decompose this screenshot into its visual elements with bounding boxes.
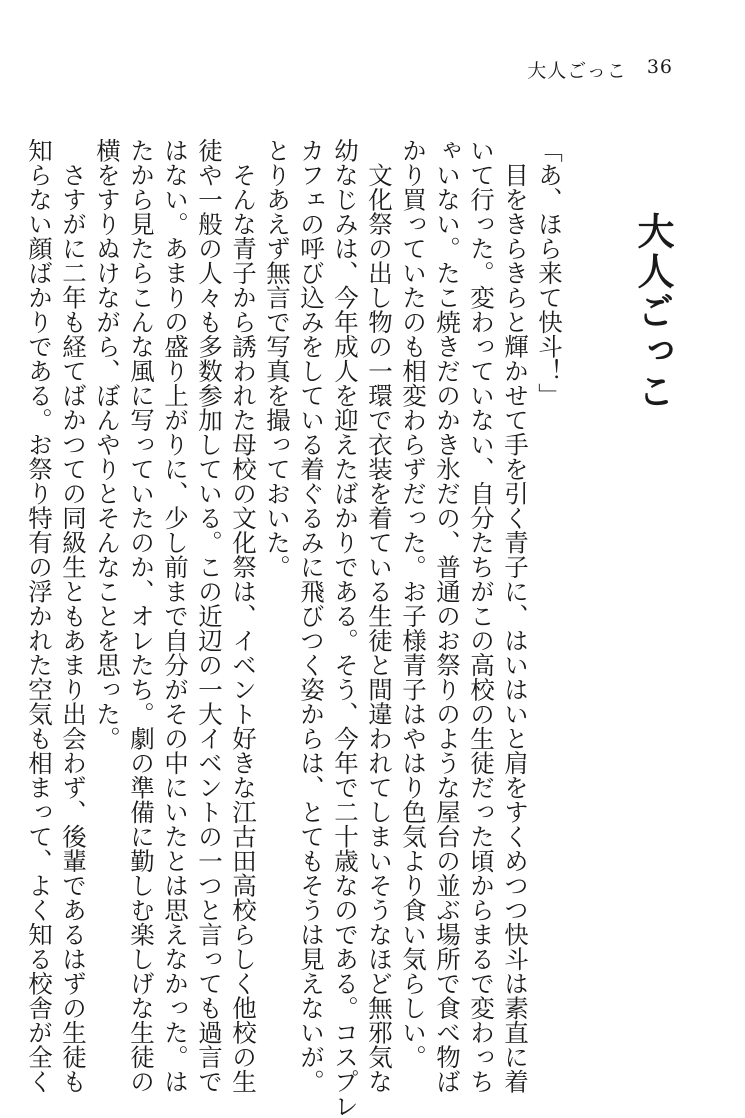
text-line: カフェの呼び込みをしている着ぐるみに飛びつく姿からは、とてもそうは見えないが。 <box>297 138 326 1094</box>
text-line: 文化祭の出し物の一環で衣装を着ている生徒と間違われてしまいそうなほど無邪気な <box>365 138 394 1094</box>
running-header-title: 大人ごっこ <box>527 60 627 82</box>
text-line: 横をすりぬけながら、ぼんやりとそんなことを思った。 <box>93 138 122 751</box>
text-line: 徒や一般の人々も多数参加している。この近辺の一大イベントの一つと言っても過言で <box>195 138 224 1094</box>
text-line: そんな青子から誘われた母校の文化祭は、イベント好きな江古田高校らしく他校の生 <box>229 138 258 1094</box>
text-line: 幼なじみは、今年成人を迎えたばかりである。そう、今年で二十歳なのである。コスプレ <box>331 138 360 1118</box>
text-line: ゃいない。たこ焼きだのかき氷だの、普通のお祭りのような屋台の並ぶ場所で食べ物ば <box>433 138 462 1094</box>
running-header <box>527 56 673 83</box>
text-line: とりあえず無言で写真を撮っておいた。 <box>263 138 292 579</box>
page-number: 36 <box>646 56 673 78</box>
text-line: たから見たらこんな風に写っていたのか、オレたち。劇の準備に勤しむ楽しげな生徒の <box>127 138 156 1094</box>
text-line: かり買っていたのも相変わらずだった。お子様青子はやはり色気より食い気らしい。 <box>399 138 428 1069</box>
body-text <box>25 138 566 1118</box>
text-line: 「あ、ほら来て快斗！」 <box>535 138 564 408</box>
text-line: はない。あまりの盛り上がりに、少し前まで自分がその中にいたとは思えなかった。は <box>161 138 190 1094</box>
chapter-title: 大人ごっこ <box>631 212 675 412</box>
text-line: 目をきらきらと輝かせて手を引く青子に、はいはいと肩をすくめつつ快斗は素直に着 <box>501 138 530 1094</box>
text-line: 知らない顔ばかりである。お祭り特有の浮かれた空気も相まって、よく知る校舎が全く <box>25 138 54 1094</box>
text-line: さすがに二年も経てばかつての同級生ともあまり出会わず、後輩であるはずの生徒も <box>59 138 88 1094</box>
text-line: いて行った。変わっていない、自分たちがこの高校の生徒だった頃からまるで変わっち <box>467 138 496 1094</box>
